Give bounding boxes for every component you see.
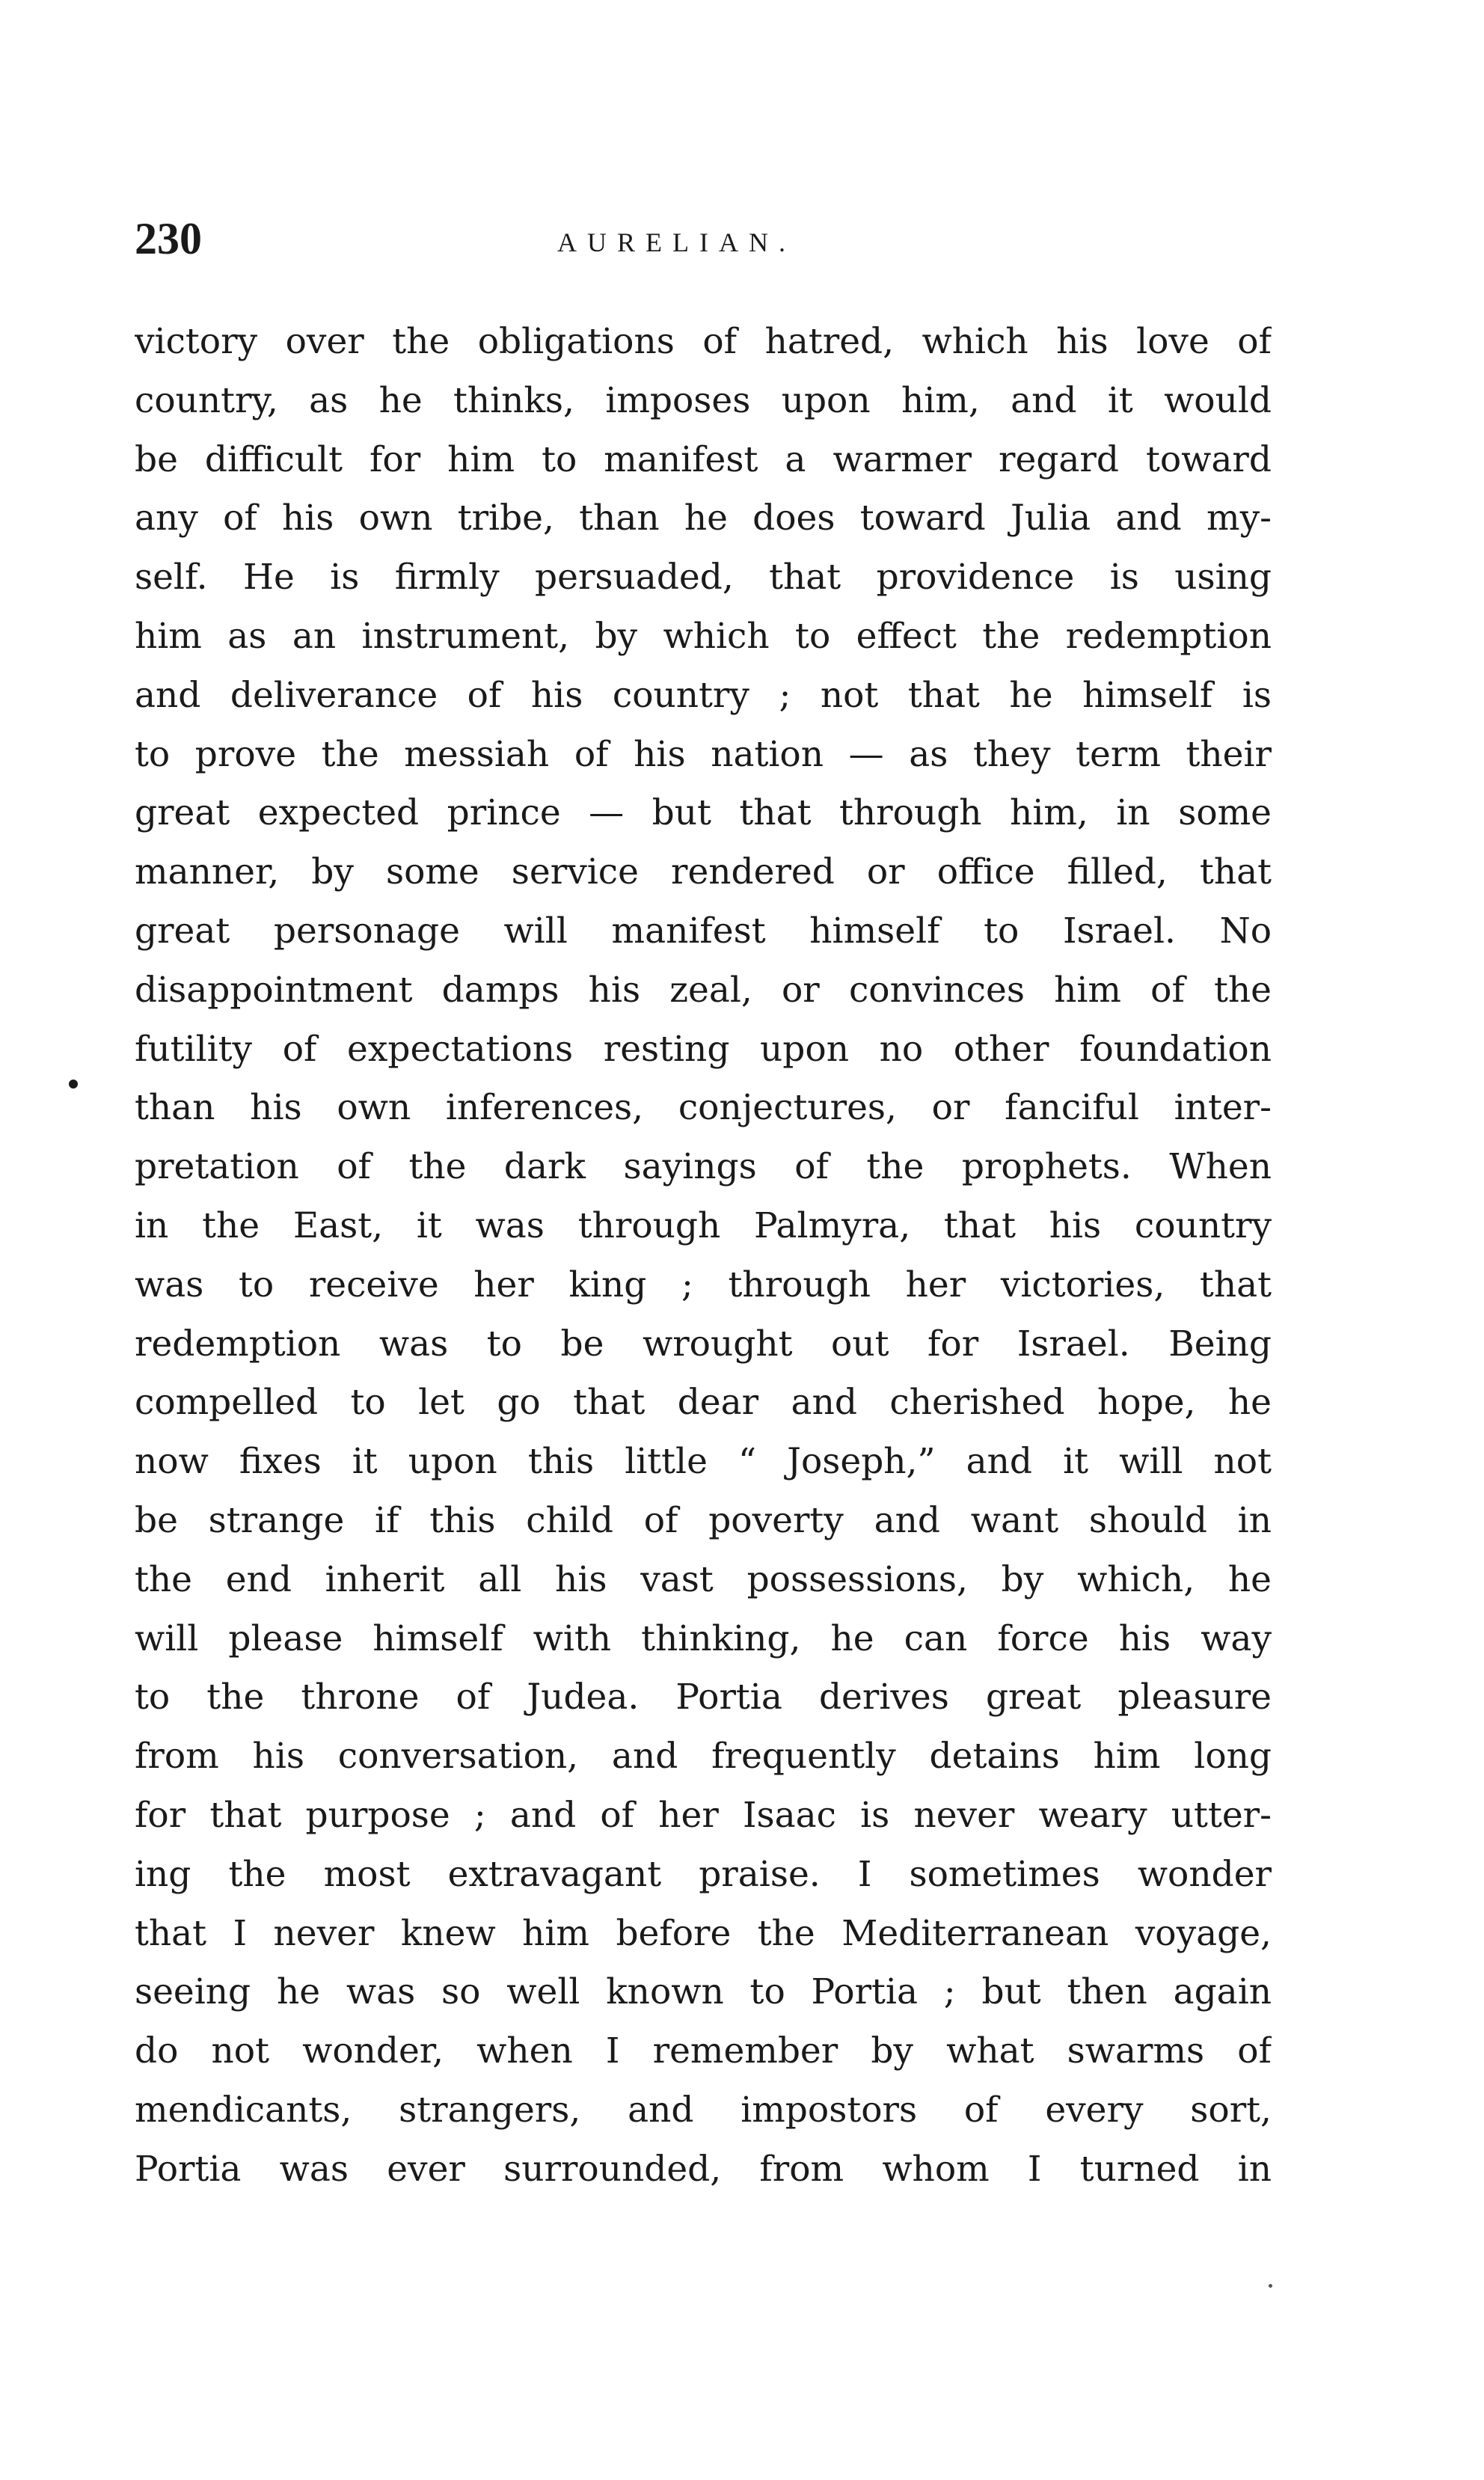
text-line: disappointment damps his zeal, or convinces him of the (135, 969, 1272, 1011)
text-line: futility of expectations resting upon no other foundation (135, 1028, 1272, 1070)
text-line: from his conversation, and frequently detains him long (135, 1736, 1272, 1778)
text-line: manner, by some service rendered or office filled, that (135, 851, 1272, 893)
text-line: great personage will manifest himself to Israel. No (135, 910, 1272, 952)
text-line: seeing he was so well known to Portia ; but then again (135, 1971, 1272, 2013)
text-line: to prove the messiah of his nation — as they term their (135, 733, 1272, 775)
text-line: will please himself with thinking, he can force his way (135, 1617, 1272, 1659)
text-line: the end inherit all his vast possessions, by which, he (135, 1558, 1272, 1600)
text-line: be difficult for him to manifest a warmer regard toward (135, 438, 1272, 480)
running-title: AURELIAN. (557, 227, 796, 257)
text-line: than his own inferences, conjectures, or fanciful inter- (135, 1087, 1272, 1129)
text-line: be strange if this child of poverty and want should in (135, 1499, 1272, 1541)
text-line: country, as he thinks, imposes upon him, and it would (135, 379, 1272, 421)
text-line: him as an instrument, by which to effect the redemption (135, 615, 1272, 657)
text-line: self. He is firmly persuaded, that providence is using (135, 557, 1272, 598)
text-line: Portia was ever surrounded, from whom I turned in (135, 2148, 1272, 2190)
text-line: in the East, it was through Palmyra, that his country (135, 1204, 1272, 1246)
text-line: redemption was to be wrought out for Israel. Being (135, 1323, 1272, 1365)
text-line: now fixes it upon this little “ Joseph,” and it will not (135, 1441, 1272, 1483)
text-line: and deliverance of his country ; not that he himself is (135, 674, 1272, 716)
body-text (135, 313, 1272, 2199)
page-number: 230 (135, 214, 202, 263)
text-line: great expected prince — but that through him, in some (135, 792, 1272, 834)
text-line: pretation of the dark sayings of the prophets. When (135, 1146, 1272, 1188)
print-speck (1269, 2284, 1272, 2288)
text-line: ing the most extravagant praise. I sometimes wonder (135, 1853, 1272, 1895)
page-header (135, 213, 1272, 281)
text-line: victory over the obligations of hatred, which his love of (135, 321, 1272, 362)
text-line: mendicants, strangers, and impostors of every sort, (135, 2089, 1272, 2131)
margin-mark (69, 1080, 78, 1089)
text-line: for that purpose ; and of her Isaac is never weary utter- (135, 1794, 1272, 1836)
text-line: do not wonder, when I remember by what swarms of (135, 2030, 1272, 2072)
text-line: was to receive her king ; through her victories, that (135, 1264, 1272, 1305)
text-line: any of his own tribe, than he does toward Julia and my- (135, 497, 1272, 539)
text-line: to the throne of Judea. Portia derives great pleasure (135, 1677, 1272, 1718)
text-line: that I never knew him before the Mediterranean voyage, (135, 1912, 1272, 1954)
text-line: compelled to let go that dear and cherished hope, he (135, 1382, 1272, 1424)
